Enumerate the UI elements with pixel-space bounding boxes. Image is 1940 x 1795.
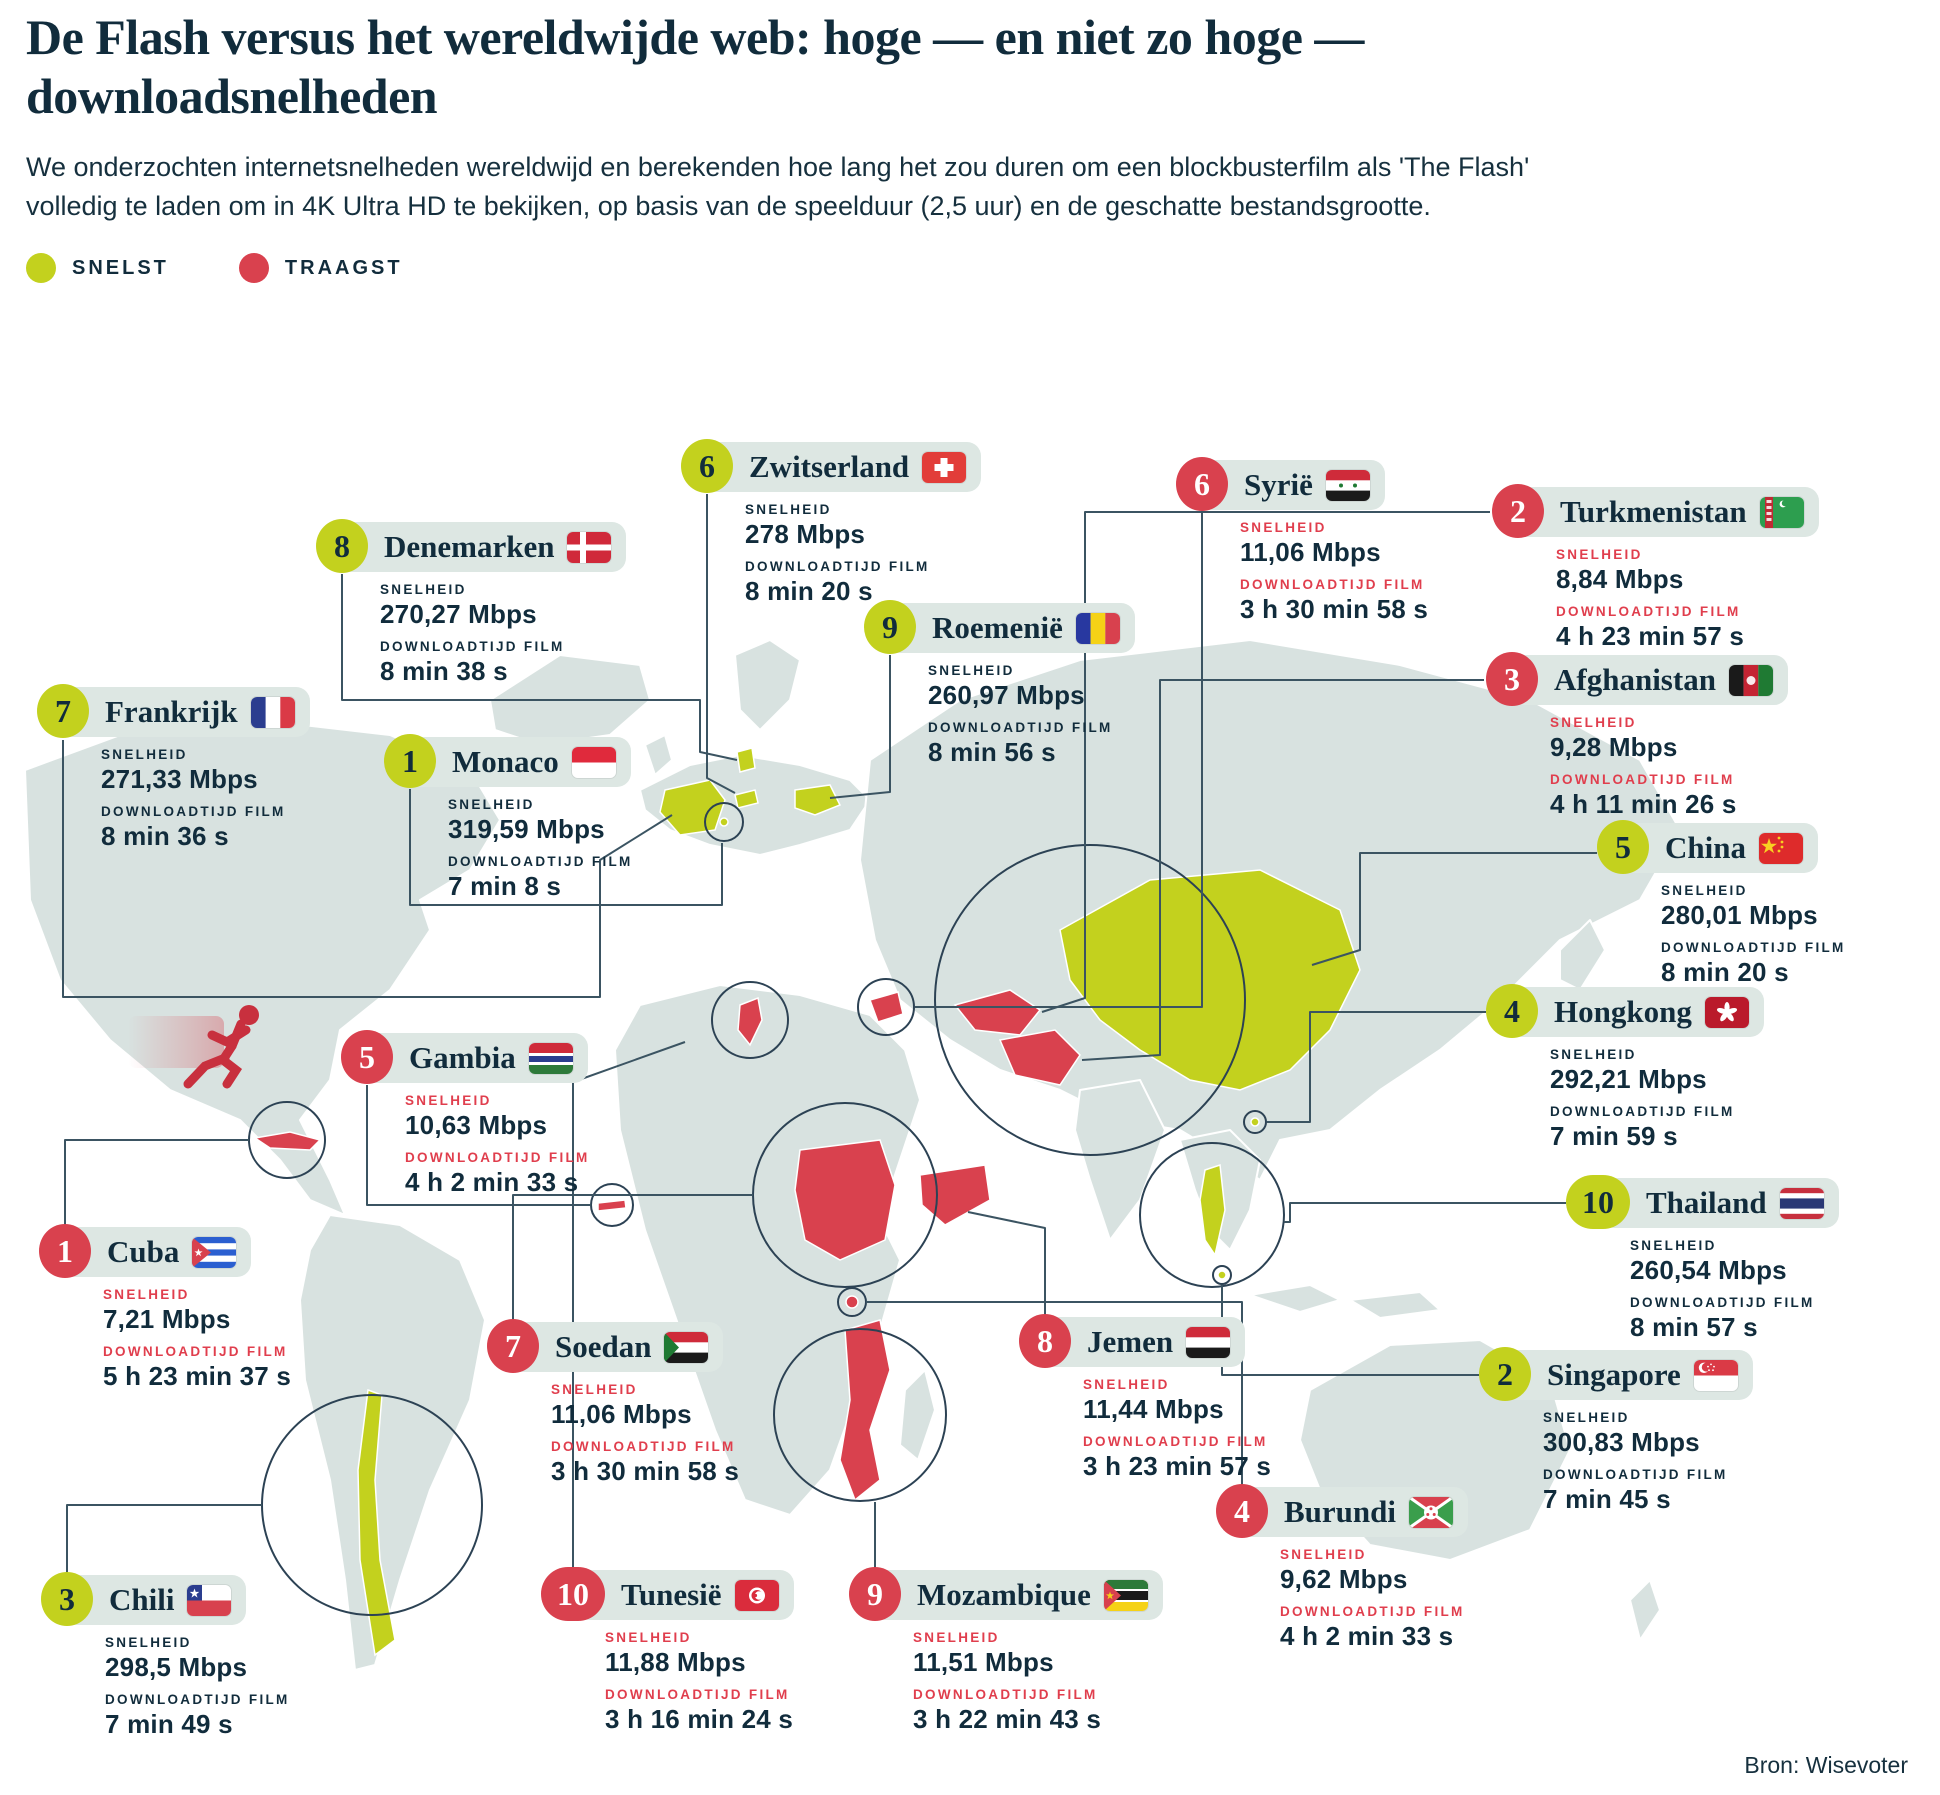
- rank-badge: 6: [1176, 457, 1228, 511]
- map-hongkong-highlight: [1251, 1118, 1259, 1126]
- speed-value: 7,21 Mbps: [103, 1304, 231, 1334]
- rank-badge: 3: [1486, 652, 1538, 706]
- callout-cuba: [39, 1227, 291, 1392]
- speed-label: SNELHEID: [405, 1093, 492, 1108]
- country-stats: [1550, 1047, 1764, 1152]
- legend-fastest-label: SNELST: [72, 256, 169, 279]
- country-pill: [575, 1570, 794, 1620]
- map-india: [1075, 1080, 1165, 1240]
- country-pill: [886, 603, 1135, 653]
- speed-label: SNELHEID: [1550, 1047, 1637, 1062]
- download-time-label: DOWNLOADTIJD FILM: [928, 720, 1113, 735]
- speed-value: 260,54 Mbps: [1630, 1255, 1787, 1285]
- rank-badge: 8: [316, 519, 368, 573]
- map-new-zealand: [1630, 1580, 1660, 1640]
- rank-badge: 9: [864, 600, 916, 654]
- legend-slowest: [239, 253, 403, 283]
- download-time-label: DOWNLOADTIJD FILM: [101, 804, 286, 819]
- country-pill: [1514, 487, 1819, 537]
- connector-chili: [67, 1505, 262, 1573]
- country-stats: [380, 582, 626, 687]
- speed-value: 292,21 Mbps: [1550, 1064, 1707, 1094]
- rank-badge: 2: [1492, 484, 1544, 538]
- speed-value: 10,63 Mbps: [405, 1110, 548, 1140]
- country-name: Singapore: [1547, 1357, 1681, 1392]
- country-name: Gambia: [409, 1040, 516, 1075]
- page-subtitle: We onderzochten internetsnelheden wereldwijd en berekenden hoe lang het zou duren om een blockbusterfilm als 'The Flash' volledig te laden om in 4K Ultra HD te bekijken, op basis van de speelduur (2,5 uur) en de geschatte bestandsgrootte.: [26, 152, 1530, 221]
- callout-thailand: [1566, 1178, 1839, 1343]
- country-stats: [103, 1287, 291, 1392]
- source-credit: Bron: Wisevoter: [1744, 1752, 1908, 1778]
- download-time-label: DOWNLOADTIJD FILM: [745, 559, 930, 574]
- country-name: Chili: [109, 1582, 175, 1617]
- download-time-value: 8 min 20 s: [1661, 957, 1789, 987]
- callout-chili: [41, 1575, 290, 1740]
- download-time-label: DOWNLOADTIJD FILM: [1543, 1467, 1728, 1482]
- download-time-value: 8 min 38 s: [380, 656, 508, 686]
- download-time-value: 7 min 8 s: [448, 871, 562, 901]
- speed-label: SNELHEID: [1661, 883, 1748, 898]
- country-pill: [1041, 1317, 1245, 1367]
- speed-label: SNELHEID: [928, 663, 1015, 678]
- download-time-value: 7 min 45 s: [1543, 1484, 1671, 1514]
- country-stats: [1083, 1377, 1271, 1482]
- speed-label: SNELHEID: [1550, 715, 1637, 730]
- speed-label: SNELHEID: [1240, 520, 1327, 535]
- download-time-value: 8 min 20 s: [745, 576, 873, 606]
- sudan-flag-icon: [664, 1332, 708, 1363]
- rank-badge: 7: [37, 684, 89, 738]
- download-time-label: DOWNLOADTIJD FILM: [1280, 1604, 1465, 1619]
- download-time-value: 3 h 23 min 57 s: [1083, 1451, 1271, 1481]
- speed-label: SNELHEID: [1280, 1547, 1367, 1562]
- country-stats: [605, 1630, 794, 1735]
- speed-value: 319,59 Mbps: [448, 814, 605, 844]
- turkmenistan-flag-icon: [1760, 497, 1804, 528]
- speed-label: SNELHEID: [101, 747, 188, 762]
- download-time-label: DOWNLOADTIJD FILM: [1630, 1295, 1815, 1310]
- map-singapore-highlight: [1218, 1271, 1226, 1279]
- map-syria-highlight: [870, 992, 903, 1022]
- callout-syrie: [1176, 460, 1428, 625]
- speed-value: 280,01 Mbps: [1661, 900, 1818, 930]
- rank-badge: 3: [41, 1572, 93, 1626]
- speed-value: 11,44 Mbps: [1083, 1394, 1224, 1424]
- map-yemen-highlight: [920, 1165, 990, 1225]
- rank-badge: 9: [849, 1567, 901, 1621]
- country-name: Syrië: [1244, 467, 1313, 502]
- callout-singapore: [1479, 1350, 1753, 1515]
- connector-cuba: [65, 1140, 249, 1225]
- map-british-isles: [645, 735, 672, 775]
- page-title: De Flash versus het wereldwijde web: hoge — en niet zo hoge — downloadsnelheden: [26, 9, 1364, 124]
- callout-china: [1597, 823, 1846, 988]
- speed-value: 11,51 Mbps: [913, 1647, 1054, 1677]
- speed-label: SNELHEID: [1543, 1410, 1630, 1425]
- download-time-label: DOWNLOADTIJD FILM: [1550, 1104, 1735, 1119]
- country-name: Cuba: [107, 1234, 180, 1269]
- speed-value: 278 Mbps: [745, 519, 866, 549]
- speed-label: SNELHEID: [745, 502, 832, 517]
- speed-label: SNELHEID: [605, 1630, 692, 1645]
- country-pill: [1501, 1350, 1753, 1400]
- mozambique-flag-icon: [1104, 1580, 1148, 1611]
- rank-badge: 4: [1486, 984, 1538, 1038]
- callout-denemarken: [316, 522, 626, 687]
- download-time-label: DOWNLOADTIJD FILM: [551, 1439, 736, 1454]
- country-pill: [338, 522, 626, 572]
- download-time-value: 4 h 2 min 33 s: [405, 1167, 579, 1197]
- country-name: Turkmenistan: [1560, 494, 1747, 529]
- country-pill: [59, 687, 310, 737]
- download-time-value: 8 min 56 s: [928, 737, 1056, 767]
- speed-label: SNELHEID: [1630, 1238, 1717, 1253]
- country-stats: [448, 797, 633, 902]
- download-time-value: 7 min 49 s: [105, 1709, 233, 1739]
- download-time-value: 4 h 11 min 26 s: [1550, 789, 1737, 819]
- speed-label: SNELHEID: [103, 1287, 190, 1302]
- country-pill: [1508, 655, 1788, 705]
- speed-value: 298,5 Mbps: [105, 1652, 248, 1682]
- callout-turkmenistan: [1492, 487, 1819, 652]
- country-name: China: [1665, 830, 1746, 865]
- speed-value: 11,88 Mbps: [605, 1647, 746, 1677]
- download-time-label: DOWNLOADTIJD FILM: [448, 854, 633, 869]
- hongkong-flag-icon: [1705, 997, 1749, 1028]
- map-scandinavia: [735, 640, 800, 730]
- callout-roemenie: [864, 603, 1135, 768]
- rank-badge: 6: [681, 439, 733, 493]
- map-sudan-highlight: [795, 1140, 895, 1260]
- denmark-flag-icon: [567, 532, 611, 563]
- china-flag-icon: [1759, 833, 1803, 864]
- country-stats: [101, 747, 310, 852]
- speed-label: SNELHEID: [551, 1382, 638, 1397]
- callout-hongkong: [1486, 987, 1764, 1152]
- country-name: Roemenië: [932, 610, 1063, 645]
- speed-value: 9,28 Mbps: [1550, 732, 1678, 762]
- country-stats: [405, 1093, 590, 1198]
- callout-frankrijk: [37, 687, 310, 852]
- afghanistan-flag-icon: [1729, 665, 1773, 696]
- rank-badge: 2: [1479, 1347, 1531, 1401]
- download-time-label: DOWNLOADTIJD FILM: [103, 1344, 288, 1359]
- gambia-flag-icon: [529, 1043, 573, 1074]
- rank-badge: 1: [384, 734, 436, 788]
- country-stats: [745, 502, 981, 607]
- country-name: Afghanistan: [1554, 662, 1716, 697]
- rank-badge: 1: [39, 1224, 91, 1278]
- country-stats: [1630, 1238, 1839, 1343]
- download-time-value: 5 h 23 min 37 s: [103, 1361, 291, 1391]
- country-name: Thailand: [1646, 1185, 1767, 1220]
- download-time-label: DOWNLOADTIJD FILM: [380, 639, 565, 654]
- callout-burundi: [1216, 1487, 1468, 1652]
- callout-soedan: [487, 1322, 739, 1487]
- burundi-flag-icon: [1409, 1497, 1453, 1528]
- country-name: Monaco: [452, 744, 559, 779]
- speed-label: SNELHEID: [1556, 547, 1643, 562]
- country-pill: [1600, 1178, 1839, 1228]
- callout-jemen: [1019, 1317, 1271, 1482]
- map-denmark-highlight: [737, 748, 755, 772]
- country-name: Burundi: [1284, 1494, 1397, 1529]
- yemen-flag-icon: [1186, 1327, 1230, 1358]
- country-name: Soedan: [555, 1329, 652, 1364]
- rank-badge: 10: [541, 1567, 605, 1621]
- map-monaco-highlight: [720, 818, 728, 826]
- speed-value: 8,84 Mbps: [1556, 564, 1684, 594]
- country-stats: [913, 1630, 1163, 1735]
- country-pill: [1508, 987, 1764, 1037]
- download-time-value: 3 h 30 min 58 s: [551, 1456, 739, 1486]
- connector-thailand: [1284, 1203, 1566, 1222]
- callout-mozambique: [849, 1570, 1163, 1735]
- rank-badge: 7: [487, 1319, 539, 1373]
- download-time-value: 4 h 23 min 57 s: [1556, 621, 1744, 651]
- callout-monaco: [384, 737, 633, 902]
- country-stats: [1280, 1547, 1468, 1652]
- fastest-dot-icon: [26, 253, 56, 283]
- speed-label: SNELHEID: [105, 1635, 192, 1650]
- rank-badge: 10: [1566, 1175, 1630, 1229]
- download-time-value: 8 min 36 s: [101, 821, 229, 851]
- rank-badge: 8: [1019, 1314, 1071, 1368]
- country-pill: [363, 1033, 588, 1083]
- country-pill: [509, 1322, 723, 1372]
- callout-gambia: [341, 1033, 590, 1198]
- speed-label: SNELHEID: [1083, 1377, 1170, 1392]
- callout-zwitserland: [681, 442, 981, 607]
- country-stats: [1550, 715, 1788, 820]
- download-time-label: DOWNLOADTIJD FILM: [1661, 940, 1846, 955]
- download-time-label: DOWNLOADTIJD FILM: [1083, 1434, 1268, 1449]
- rank-badge: 5: [341, 1030, 393, 1084]
- download-time-value: 7 min 59 s: [1550, 1121, 1678, 1151]
- country-pill: [1238, 1487, 1468, 1537]
- download-time-value: 3 h 16 min 24 s: [605, 1704, 793, 1734]
- country-name: Frankrijk: [105, 694, 238, 729]
- country-stats: [928, 663, 1135, 768]
- tunisia-flag-icon: [735, 1580, 779, 1611]
- speed-value: 9,62 Mbps: [1280, 1564, 1408, 1594]
- download-time-label: DOWNLOADTIJD FILM: [1556, 604, 1741, 619]
- country-stats: [1556, 547, 1819, 652]
- speed-value: 270,27 Mbps: [380, 599, 537, 629]
- speed-label: SNELHEID: [380, 582, 467, 597]
- download-time-label: DOWNLOADTIJD FILM: [105, 1692, 290, 1707]
- country-pill: [703, 442, 981, 492]
- map-gambia-highlight: [598, 1200, 626, 1211]
- country-stats: [105, 1635, 290, 1740]
- thailand-flag-icon: [1780, 1188, 1824, 1219]
- country-pill: [406, 737, 631, 787]
- legend: [26, 253, 1606, 283]
- download-time-value: 3 h 30 min 58 s: [1240, 594, 1428, 624]
- country-name: Tunesië: [621, 1577, 722, 1612]
- download-time-value: 8 min 57 s: [1630, 1312, 1758, 1342]
- speed-value: 11,06 Mbps: [551, 1399, 692, 1429]
- country-stats: [1543, 1410, 1753, 1515]
- callout-afghanistan: [1486, 655, 1788, 820]
- monaco-flag-icon: [572, 747, 616, 778]
- slowest-dot-icon: [239, 253, 269, 283]
- map-madagascar: [900, 1370, 935, 1460]
- download-time-label: DOWNLOADTIJD FILM: [405, 1150, 590, 1165]
- speed-value: 271,33 Mbps: [101, 764, 258, 794]
- download-time-value: 3 h 22 min 43 s: [913, 1704, 1101, 1734]
- rank-badge: 5: [1597, 820, 1649, 874]
- country-name: Hongkong: [1554, 994, 1692, 1029]
- cuba-flag-icon: [192, 1237, 236, 1268]
- download-time-value: 4 h 2 min 33 s: [1280, 1621, 1454, 1651]
- singapore-flag-icon: [1694, 1360, 1738, 1391]
- country-stats: [1661, 883, 1846, 988]
- chile-flag-icon: [187, 1585, 231, 1616]
- country-stats: [1240, 520, 1428, 625]
- download-time-label: DOWNLOADTIJD FILM: [913, 1687, 1098, 1702]
- speed-value: 260,97 Mbps: [928, 680, 1085, 710]
- map-burundi-highlight: [846, 1296, 858, 1308]
- download-time-label: DOWNLOADTIJD FILM: [1550, 772, 1735, 787]
- country-pill: [871, 1570, 1163, 1620]
- rank-badge: 4: [1216, 1484, 1268, 1538]
- header: [26, 8, 1606, 283]
- country-name: Jemen: [1087, 1324, 1174, 1359]
- speed-label: SNELHEID: [448, 797, 535, 812]
- country-name: Mozambique: [917, 1577, 1091, 1612]
- callout-tunesie: [541, 1570, 794, 1735]
- legend-slowest-label: TRAAGST: [284, 256, 403, 279]
- country-stats: [551, 1382, 739, 1487]
- speed-value: 11,06 Mbps: [1240, 537, 1381, 567]
- map-indonesia: [1250, 1285, 1440, 1318]
- country-name: Zwitserland: [749, 449, 910, 484]
- download-time-label: DOWNLOADTIJD FILM: [605, 1687, 790, 1702]
- syria-flag-icon: [1326, 470, 1370, 501]
- speed-value: 300,83 Mbps: [1543, 1427, 1700, 1457]
- romania-flag-icon: [1076, 613, 1120, 644]
- france-flag-icon: [251, 697, 295, 728]
- speed-label: SNELHEID: [913, 1630, 1000, 1645]
- map-south-america: [300, 1215, 485, 1670]
- country-name: Denemarken: [384, 529, 555, 564]
- connector-jemen: [968, 1212, 1045, 1315]
- download-time-label: DOWNLOADTIJD FILM: [1240, 577, 1425, 592]
- switzerland-flag-icon: [922, 452, 966, 483]
- legend-fastest: [26, 253, 169, 283]
